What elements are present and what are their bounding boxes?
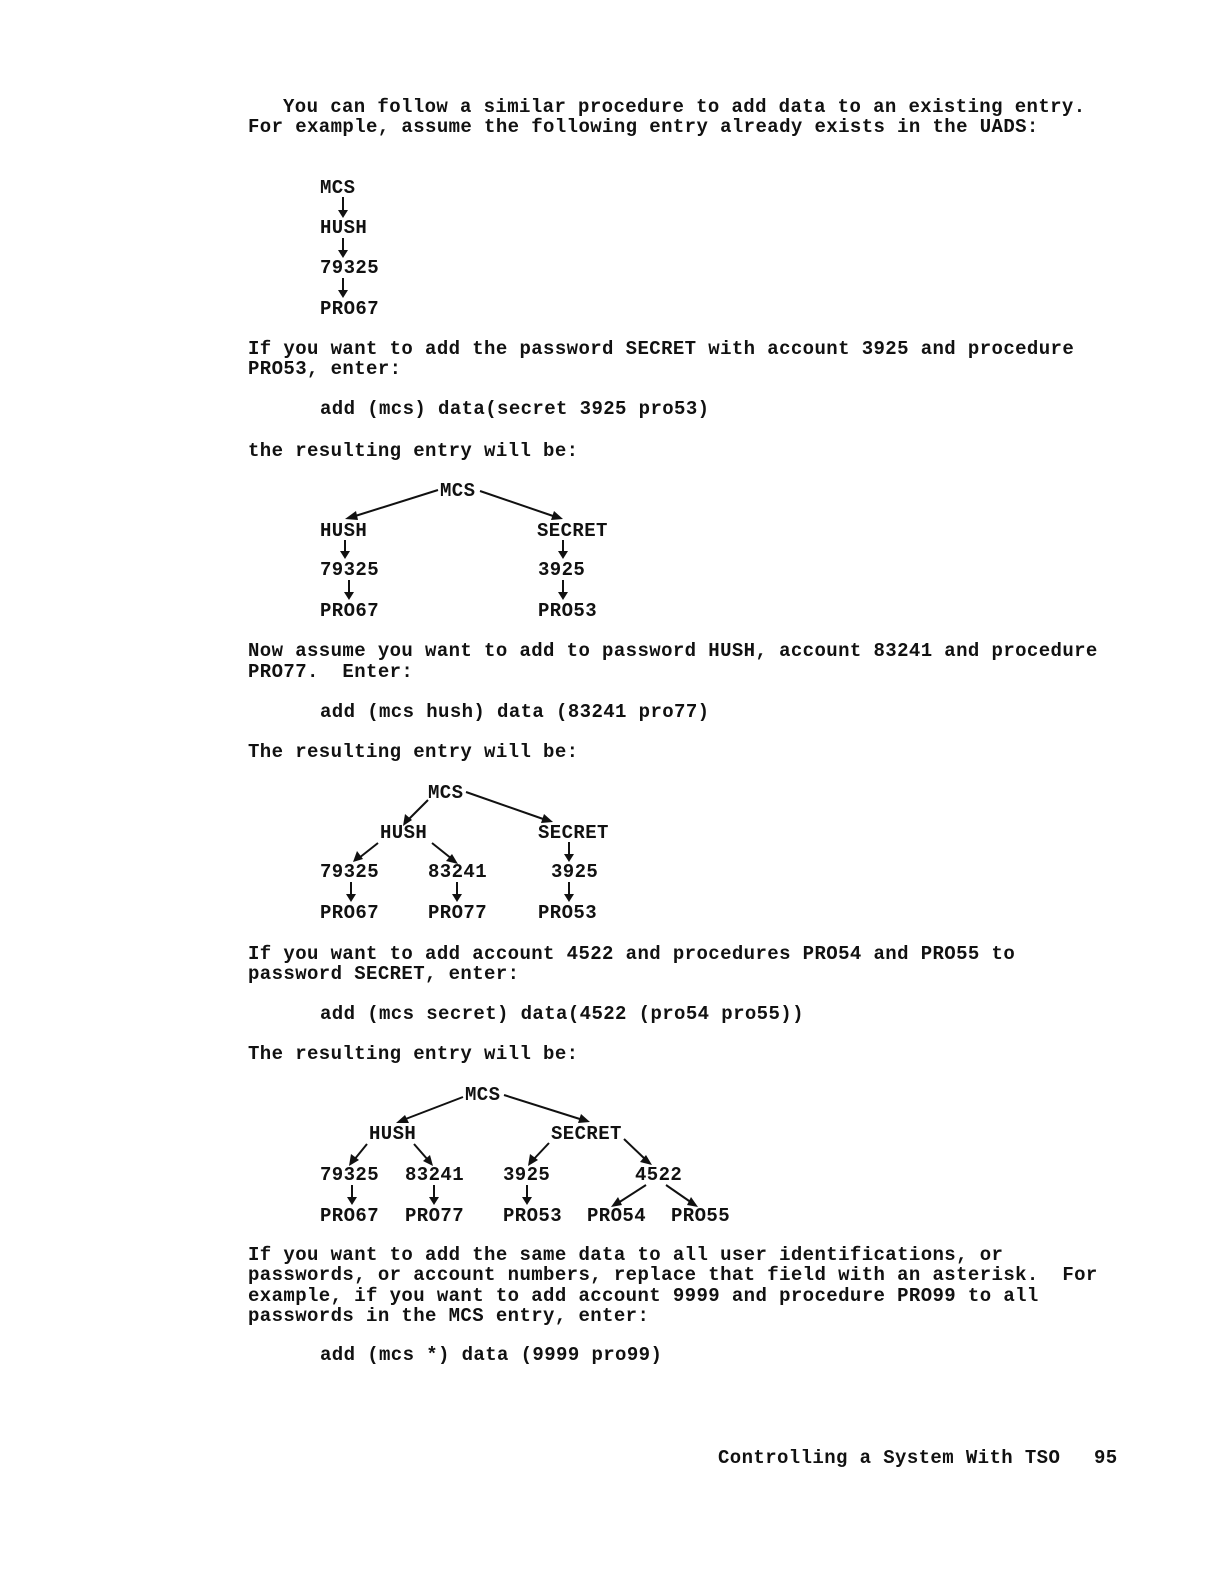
tree-node-mcs: MCS <box>428 782 464 804</box>
tree-node-account: 83241 <box>428 861 488 883</box>
tree-arrowhead <box>347 1197 357 1205</box>
paragraph-line: The resulting entry will be: <box>248 1043 579 1065</box>
tree-node-procedure: PRO67 <box>320 600 380 622</box>
tree-node-account: 3925 <box>503 1164 551 1186</box>
tree-node-mcs: MCS <box>465 1084 501 1106</box>
paragraph-line: The resulting entry will be: <box>248 741 579 763</box>
tree-arrow <box>618 1185 646 1203</box>
paragraph-line: For example, assume the following entry already exists in the UADS: <box>248 116 1039 138</box>
tree-arrowhead <box>522 1197 532 1205</box>
tree-arrow <box>354 1144 367 1160</box>
tree-node-account: 3925 <box>551 861 599 883</box>
tree-node-hush: HUSH <box>380 822 428 844</box>
paragraph-line: If you want to add account 4522 and procedures PRO54 and PRO55 to <box>248 943 1016 965</box>
tree-node-procedure: PRO67 <box>320 902 380 924</box>
tree-node-procedure: PRO53 <box>538 902 598 924</box>
tree-node-hush: HUSH <box>320 217 368 239</box>
tree-node-account: 79325 <box>320 559 380 581</box>
paragraph-line: passwords, or account numbers, replace that field with an asterisk. For <box>248 1264 1098 1286</box>
tree-node-secret: SECRET <box>538 822 609 844</box>
tree-node-procedure: PRO53 <box>503 1205 563 1227</box>
paragraph-line: You can follow a similar procedure to add data to an existing entry. <box>283 96 1086 118</box>
tree-arrow <box>624 1139 646 1160</box>
tree-node-procedure: PRO77 <box>428 902 488 924</box>
paragraph-line: example, if you want to add account 9999 and procedure PRO99 to all <box>248 1285 1039 1307</box>
tree-node-procedure: PRO77 <box>405 1205 465 1227</box>
paragraph-line: If you want to add the password SECRET with account 3925 and procedure <box>248 338 1075 360</box>
running-footer-title: Controlling a System With TSO <box>718 1447 1061 1469</box>
command-line: add (mcs hush) data (83241 pro77) <box>320 701 710 723</box>
paragraph-line: the resulting entry will be: <box>248 440 579 462</box>
paragraph-line: If you want to add the same data to all user identifications, or <box>248 1244 1004 1266</box>
page-number: 95 <box>1094 1447 1118 1469</box>
command-line: add (mcs secret) data(4522 (pro54 pro55)) <box>320 1003 804 1025</box>
paragraph-line: passwords in the MCS entry, enter: <box>248 1305 650 1327</box>
tree-node-procedure: PRO67 <box>320 1205 380 1227</box>
tree-arrow <box>666 1185 692 1203</box>
tree-arrowhead <box>578 1114 590 1123</box>
paragraph-line: Now assume you want to add to password HUSH, account 83241 and procedure <box>248 640 1098 662</box>
tree-node-secret: SECRET <box>537 520 608 542</box>
tree-node-account: 83241 <box>405 1164 465 1186</box>
paragraph-line: PRO77. Enter: <box>248 661 414 683</box>
tree-node-procedure: PRO67 <box>320 298 380 320</box>
paragraph-line: password SECRET, enter: <box>248 963 520 985</box>
tree-node-account: 79325 <box>320 861 380 883</box>
tree-arrow <box>403 1097 463 1120</box>
tree-arrow <box>504 1095 583 1120</box>
tree-node-hush: HUSH <box>369 1123 417 1145</box>
tree-arrow <box>533 1143 549 1160</box>
tree-arrowhead <box>429 1197 439 1205</box>
tree-node-procedure: PRO55 <box>671 1205 731 1227</box>
command-line: add (mcs) data(secret 3925 pro53) <box>320 398 710 420</box>
tree-node-account: 79325 <box>320 257 380 279</box>
command-line: add (mcs *) data (9999 pro99) <box>320 1344 663 1366</box>
tree-node-account: 79325 <box>320 1164 380 1186</box>
tree-node-procedure: PRO54 <box>587 1205 647 1227</box>
paragraph-line: PRO53, enter: <box>248 358 402 380</box>
tree-node-secret: SECRET <box>551 1123 622 1145</box>
tree-arrow <box>414 1144 428 1160</box>
tree-node-mcs: MCS <box>440 480 476 502</box>
tree-node-procedure: PRO53 <box>538 600 598 622</box>
tree-node-account: 3925 <box>538 559 586 581</box>
tree-node-hush: HUSH <box>320 520 368 542</box>
tree-node-mcs: MCS <box>320 177 356 199</box>
tree-node-account: 4522 <box>635 1164 683 1186</box>
